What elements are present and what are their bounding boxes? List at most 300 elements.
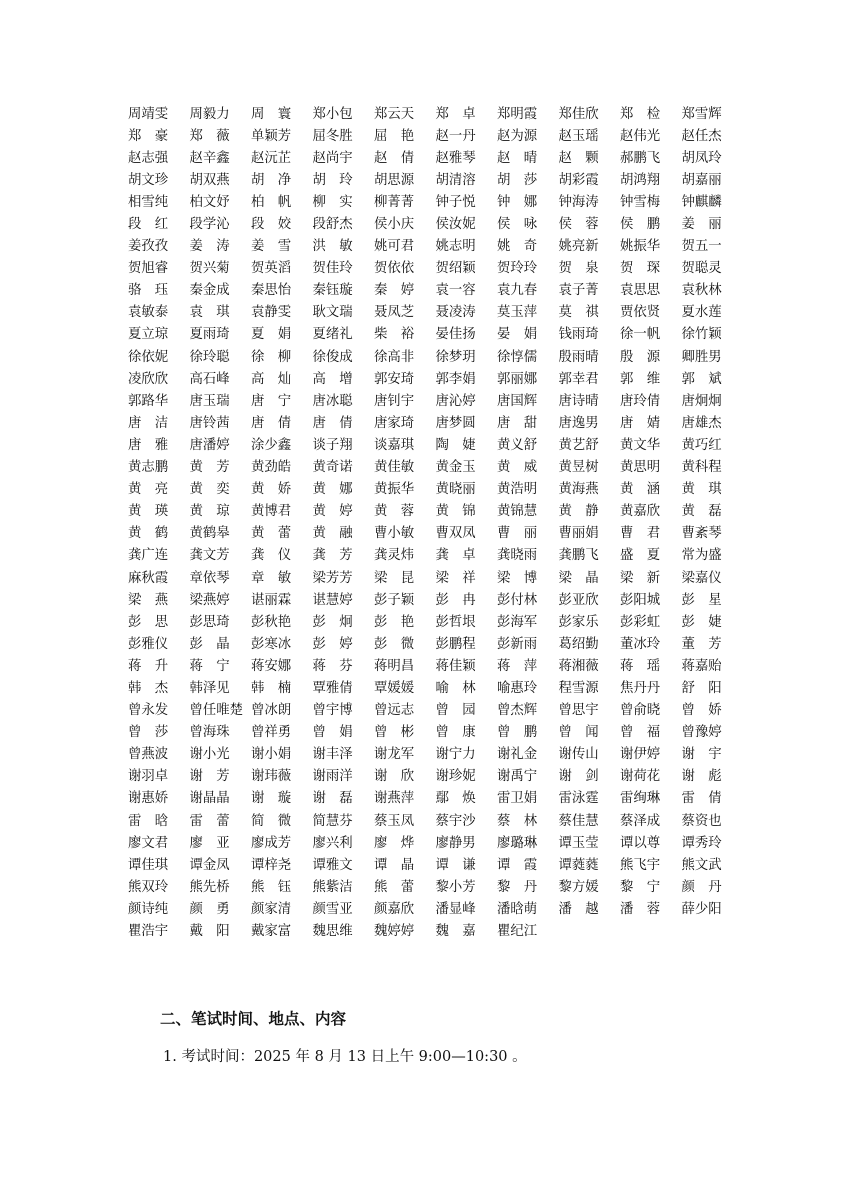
name-cell: 葛绍勤: [558, 636, 599, 652]
name-cell: 雷卫娟: [497, 791, 538, 807]
name-cell: 曹紊琴: [681, 526, 722, 542]
name-cell: 熊双玲: [128, 879, 169, 895]
name-cell: 谢小娟: [251, 747, 292, 763]
name-row: [128, 565, 728, 587]
name-cell: 谭佳琪: [128, 857, 169, 873]
name-cell: 黄博君: [251, 504, 292, 520]
name-cell: 侯 鹏: [620, 217, 661, 233]
name-cell: 覃媛媛: [374, 680, 415, 696]
name-cell: 殷雨晴: [558, 349, 599, 365]
name-cell: 魏 嘉: [435, 924, 476, 940]
name-cell: 郑 检: [620, 106, 661, 122]
name-cell: 黄 奕: [189, 482, 230, 498]
name-cell: 蒋 芬: [312, 658, 353, 674]
name-cell: 梁芳芳: [312, 570, 353, 586]
name-cell: 谢 芳: [189, 769, 230, 785]
name-cell: 赵为源: [497, 128, 538, 144]
name-cell: 谈子翔: [312, 437, 353, 453]
name-cell: 谭以尊: [620, 835, 661, 851]
name-cell: 黄 婷: [312, 504, 353, 520]
name-cell: 梁 新: [620, 570, 661, 586]
name-cell: 梁 祥: [435, 570, 476, 586]
name-cell: 曾杰辉: [497, 703, 538, 719]
name-row: [128, 631, 728, 653]
name-cell: 曾 莎: [128, 725, 169, 741]
name-cell: 黄 芳: [189, 460, 230, 476]
name-cell: 曾 娟: [312, 725, 353, 741]
name-cell: 殷 源: [620, 349, 661, 365]
name-cell: 秦思怡: [251, 283, 292, 299]
name-cell: 谭 霞: [497, 857, 538, 873]
name-cell: 秦金成: [189, 283, 230, 299]
name-cell: 贺聪灵: [681, 261, 722, 277]
name-cell: 秦钰璇: [312, 283, 353, 299]
name-cell: 郭 斌: [681, 371, 722, 387]
name-cell: 彭子颖: [374, 592, 415, 608]
name-cell: 梁 博: [497, 570, 538, 586]
name-cell: 赵辛鑫: [189, 150, 230, 166]
name-cell: 彭哲垠: [435, 614, 476, 630]
name-cell: 徐玲聪: [189, 349, 230, 365]
name-cell: 黄 娇: [251, 482, 292, 498]
name-cell: 颜家清: [251, 901, 292, 917]
name-cell: 柏文妤: [189, 194, 230, 210]
name-cell: 谭秀玲: [681, 835, 722, 851]
name-cell: 胡凤玲: [681, 150, 722, 166]
name-cell: 谢 欣: [374, 769, 415, 785]
name-cell: 龚灵炜: [374, 548, 415, 564]
name-cell: 鄢 焕: [435, 791, 476, 807]
name-cell: 晏佳扬: [435, 327, 476, 343]
name-cell: 潘 蓉: [620, 901, 661, 917]
name-cell: 屈 艳: [374, 128, 415, 144]
name-cell: 黄海燕: [558, 482, 599, 498]
name-cell: 廖璐琳: [497, 835, 538, 851]
name-cell: 曾 康: [435, 725, 476, 741]
name-row: [128, 344, 728, 366]
name-cell: 蒋 宁: [189, 658, 230, 674]
name-cell: 莫 祺: [558, 305, 599, 321]
name-cell: 曾 娇: [681, 703, 722, 719]
name-cell: 曾 园: [435, 703, 476, 719]
name-cell: 侯小庆: [374, 217, 415, 233]
name-cell: 颜 勇: [189, 901, 230, 917]
name-cell: 段舒杰: [312, 217, 353, 233]
name-cell: 黄金玉: [435, 460, 476, 476]
name-cell: 贾依贤: [620, 305, 661, 321]
name-cell: 覃雅倩: [312, 680, 353, 696]
name-cell: 黎方媛: [558, 879, 599, 895]
name-cell: 谢传山: [558, 747, 599, 763]
name-cell: 曾 闻: [558, 725, 599, 741]
name-cell: 蔡资也: [681, 813, 722, 829]
name-cell: 贺依依: [374, 261, 415, 277]
name-cell: 韩泽见: [189, 680, 230, 696]
name-cell: 徐俊成: [312, 349, 353, 365]
name-cell: 彭亚欣: [558, 592, 599, 608]
name-cell: 麻秋霞: [128, 570, 169, 586]
name-cell: 谌丽霖: [251, 592, 292, 608]
name-cell: 柳 实: [312, 194, 353, 210]
name-cell: 胡思源: [374, 172, 415, 188]
name-row: [128, 145, 728, 167]
name-cell: 彭 晶: [189, 636, 230, 652]
name-cell: 谭 谦: [435, 857, 476, 873]
name-cell: 黄 琼: [189, 504, 230, 520]
name-cell: 熊文武: [681, 857, 722, 873]
name-row: [128, 742, 728, 764]
name-row: [128, 123, 728, 145]
name-cell: 谢 宇: [681, 747, 722, 763]
name-cell: 蔡玉凤: [374, 813, 415, 829]
name-cell: 徐梦玥: [435, 349, 476, 365]
name-row: [128, 764, 728, 786]
name-cell: 谢雨洋: [312, 769, 353, 785]
name-row: [128, 167, 728, 189]
name-cell: 蔡泽成: [620, 813, 661, 829]
name-cell: 谢龙军: [374, 747, 415, 763]
name-cell: 钱雨琦: [558, 327, 599, 343]
name-cell: 廖兴利: [312, 835, 353, 851]
name-cell: 曾海珠: [189, 725, 230, 741]
name-cell: 熊紫洁: [312, 879, 353, 895]
name-cell: 黄 威: [497, 460, 538, 476]
name-cell: 唐 婧: [620, 415, 661, 431]
name-cell: 黄 娜: [312, 482, 353, 498]
name-cell: 彭彩虹: [620, 614, 661, 630]
name-cell: 贺旭睿: [128, 261, 169, 277]
name-row: [128, 609, 728, 631]
name-cell: 胡彩霞: [558, 172, 599, 188]
name-cell: 姜 涛: [189, 239, 230, 255]
name-cell: 章 敏: [251, 570, 292, 586]
name-cell: 曾俞晓: [620, 703, 661, 719]
exam-time-item: 1. 考试时间：2025 年 8 月 13 日上午 9:00—10:30 。: [163, 1049, 527, 1065]
name-cell: 赵雅琴: [435, 150, 476, 166]
name-cell: 熊飞宇: [620, 857, 661, 873]
name-cell: 郭李娟: [435, 371, 476, 387]
name-cell: 卿胜男: [681, 349, 722, 365]
name-cell: 段 红: [128, 217, 169, 233]
name-row: [128, 808, 728, 830]
name-row: [128, 675, 728, 697]
name-cell: 柴 裕: [374, 327, 415, 343]
name-cell: 周靖雯: [128, 106, 169, 122]
name-row: [128, 256, 728, 278]
name-row: [128, 653, 728, 675]
name-cell: 郭丽娜: [497, 371, 538, 387]
name-row: [128, 874, 728, 896]
name-cell: 黄嘉欣: [620, 504, 661, 520]
name-cell: 唐梦圆: [435, 415, 476, 431]
name-cell: 郑雪辉: [681, 106, 722, 122]
name-cell: 黄 鹤: [128, 526, 169, 542]
name-cell: 高石峰: [189, 371, 230, 387]
name-cell: 黄思明: [620, 460, 661, 476]
name-cell: 谢玮薇: [251, 769, 292, 785]
name-row: [128, 211, 728, 233]
name-cell: 潘 越: [558, 901, 599, 917]
name-cell: 曹丽娟: [558, 526, 599, 542]
name-cell: 秦 婷: [374, 283, 415, 299]
name-cell: 袁敏泰: [128, 305, 169, 321]
name-cell: 郑 卓: [435, 106, 476, 122]
name-list-grid: [128, 101, 728, 941]
name-cell: 梁 昆: [374, 570, 415, 586]
name-cell: 赵尚宇: [312, 150, 353, 166]
name-cell: 胡文珍: [128, 172, 169, 188]
name-cell: 曾远志: [374, 703, 415, 719]
name-cell: 赵任杰: [681, 128, 722, 144]
name-cell: 黄 亮: [128, 482, 169, 498]
name-cell: 廖成芳: [251, 835, 292, 851]
name-cell: 赵 倩: [374, 150, 415, 166]
name-cell: 钟麒麟: [681, 194, 722, 210]
name-row: [128, 830, 728, 852]
name-cell: 袁 琪: [189, 305, 230, 321]
name-cell: 唐钊宇: [374, 393, 415, 409]
name-cell: 晏 娟: [497, 327, 538, 343]
name-cell: 贺 琛: [620, 261, 661, 277]
name-cell: 谢羽卓: [128, 769, 169, 785]
name-cell: 高 灿: [251, 371, 292, 387]
name-cell: 曾宇博: [312, 703, 353, 719]
name-cell: 雷泳霆: [558, 791, 599, 807]
name-cell: 彭 婕: [681, 614, 722, 630]
name-cell: 袁一容: [435, 283, 476, 299]
name-cell: 曾祥勇: [251, 725, 292, 741]
name-row: [128, 499, 728, 521]
name-cell: 蒋 瑶: [620, 658, 661, 674]
name-cell: 陶 婕: [435, 437, 476, 453]
name-cell: 夏雨琦: [189, 327, 230, 343]
name-cell: 彭 微: [374, 636, 415, 652]
name-cell: 袁九春: [497, 283, 538, 299]
name-cell: 颜雪亚: [312, 901, 353, 917]
name-cell: 程雪源: [558, 680, 599, 696]
name-cell: 唐雄杰: [681, 415, 722, 431]
name-cell: 黄 琪: [681, 482, 722, 498]
name-cell: 龚 仪: [251, 548, 292, 564]
name-cell: 谭梓尧: [251, 857, 292, 873]
name-cell: 姚振华: [620, 239, 661, 255]
name-cell: 赵伟光: [620, 128, 661, 144]
name-row: [128, 852, 728, 874]
name-cell: 钟 娜: [497, 194, 538, 210]
name-cell: 薛少阳: [681, 901, 722, 917]
name-cell: 黄艺舒: [558, 437, 599, 453]
name-cell: 舒 阳: [681, 680, 722, 696]
name-cell: 黄义舒: [497, 437, 538, 453]
name-cell: 黄劲皓: [251, 460, 292, 476]
name-cell: 耿文瑞: [312, 305, 353, 321]
name-cell: 郑小包: [312, 106, 353, 122]
name-cell: 郑 豪: [128, 128, 169, 144]
name-cell: 黄昱树: [558, 460, 599, 476]
name-cell: 郭幸君: [558, 371, 599, 387]
name-cell: 韩 杰: [128, 680, 169, 696]
name-cell: 姚亮新: [558, 239, 599, 255]
name-cell: 袁思思: [620, 283, 661, 299]
name-cell: 贺兴菊: [189, 261, 230, 277]
name-cell: 胡清溶: [435, 172, 476, 188]
name-cell: 唐诗晴: [558, 393, 599, 409]
name-cell: 蔡宇沙: [435, 813, 476, 829]
name-cell: 曹小敏: [374, 526, 415, 542]
name-cell: 蒋佳颖: [435, 658, 476, 674]
name-row: [128, 388, 728, 410]
name-cell: 唐 洁: [128, 415, 169, 431]
name-cell: 徐惇儒: [497, 349, 538, 365]
name-row: [128, 455, 728, 477]
name-cell: 郝鹏飞: [620, 150, 661, 166]
name-cell: 蔡 林: [497, 813, 538, 829]
name-cell: 钟海涛: [558, 194, 599, 210]
name-cell: 唐 甜: [497, 415, 538, 431]
name-row: [128, 786, 728, 808]
name-cell: 夏水莲: [681, 305, 722, 321]
name-cell: 骆 珏: [128, 283, 169, 299]
name-cell: 黄浩明: [497, 482, 538, 498]
name-cell: 赵沅芷: [251, 150, 292, 166]
name-cell: 聂凤芝: [374, 305, 415, 321]
name-row: [128, 543, 728, 565]
name-cell: 贺 泉: [558, 261, 599, 277]
name-cell: 黄 锦: [435, 504, 476, 520]
name-cell: 洪 敏: [312, 239, 353, 255]
name-cell: 戴家富: [251, 924, 292, 940]
name-cell: 谭玉莹: [558, 835, 599, 851]
name-cell: 高 增: [312, 371, 353, 387]
name-cell: 侯 咏: [497, 217, 538, 233]
name-cell: 曾 福: [620, 725, 661, 741]
name-cell: 黄文华: [620, 437, 661, 453]
name-cell: 蒋湘薇: [558, 658, 599, 674]
name-cell: 黄 涵: [620, 482, 661, 498]
name-row: [128, 521, 728, 543]
name-cell: 谭蕤蕤: [558, 857, 599, 873]
name-cell: 雷 倩: [681, 791, 722, 807]
name-cell: 曾思宇: [558, 703, 599, 719]
name-cell: 胡嘉丽: [681, 172, 722, 188]
name-cell: 单颖芳: [251, 128, 292, 144]
name-cell: 赵 颗: [558, 150, 599, 166]
name-cell: 段 姣: [251, 217, 292, 233]
name-cell: 唐铃茜: [189, 415, 230, 431]
name-cell: 姜孜孜: [128, 239, 169, 255]
name-cell: 屈冬胜: [312, 128, 353, 144]
name-cell: 胡 净: [251, 172, 292, 188]
name-cell: 唐 倩: [251, 415, 292, 431]
name-cell: 曾任唯楚: [189, 703, 244, 719]
name-cell: 黄 静: [558, 504, 599, 520]
name-cell: 廖 亚: [189, 835, 230, 851]
name-cell: 谭雅文: [312, 857, 353, 873]
name-cell: 袁子菁: [558, 283, 599, 299]
name-cell: 曹 丽: [497, 526, 538, 542]
name-cell: 彭 思: [128, 614, 169, 630]
name-cell: 黎 丹: [497, 879, 538, 895]
name-cell: 彭付林: [497, 592, 538, 608]
name-cell: 曾燕波: [128, 747, 169, 763]
name-cell: 谢 彪: [681, 769, 722, 785]
name-cell: 柳菁菁: [374, 194, 415, 210]
name-cell: 莫玉萍: [497, 305, 538, 321]
name-cell: 姚 奇: [497, 239, 538, 255]
name-cell: 廖 烨: [374, 835, 415, 851]
name-cell: 姚志明: [435, 239, 476, 255]
name-cell: 彭 婷: [312, 636, 353, 652]
name-cell: 彭家乐: [558, 614, 599, 630]
name-cell: 唐玲倩: [620, 393, 661, 409]
name-cell: 徐一帆: [620, 327, 661, 343]
name-cell: 颜 丹: [681, 879, 722, 895]
name-cell: 彭 艳: [374, 614, 415, 630]
name-cell: 唐 宁: [251, 393, 292, 409]
name-cell: 钟子悦: [435, 194, 476, 210]
name-cell: 颜诗纯: [128, 901, 169, 917]
name-cell: 黄 蓉: [374, 504, 415, 520]
name-cell: 谢晶晶: [189, 791, 230, 807]
name-row: [128, 189, 728, 211]
name-row: [128, 410, 728, 432]
name-cell: 唐沁婷: [435, 393, 476, 409]
name-cell: 彭秋艳: [251, 614, 292, 630]
name-cell: 瞿浩宇: [128, 924, 169, 940]
name-cell: 曾 彬: [374, 725, 415, 741]
name-row: [128, 477, 728, 499]
name-cell: 徐竹颖: [681, 327, 722, 343]
name-cell: 聂凌涛: [435, 305, 476, 321]
name-cell: 相雪纯: [128, 194, 169, 210]
name-cell: 焦丹丹: [620, 680, 661, 696]
name-cell: 谢珍妮: [435, 769, 476, 785]
name-cell: 彭寒冰: [251, 636, 292, 652]
name-cell: 姚可君: [374, 239, 415, 255]
name-cell: 谢宁力: [435, 747, 476, 763]
name-cell: 谢惠娇: [128, 791, 169, 807]
name-cell: 潘显峰: [435, 901, 476, 917]
name-cell: 蒋 萍: [497, 658, 538, 674]
name-row: [128, 587, 728, 609]
name-cell: 龚 芳: [312, 548, 353, 564]
name-cell: 唐家琦: [374, 415, 415, 431]
name-cell: 谢 璇: [251, 791, 292, 807]
name-cell: 魏思维: [312, 924, 353, 940]
name-cell: 龚广连: [128, 548, 169, 564]
name-cell: 侯 蓉: [558, 217, 599, 233]
name-cell: 喻 林: [435, 680, 476, 696]
name-cell: 熊 蕾: [374, 879, 415, 895]
name-cell: 梁 晶: [558, 570, 599, 586]
name-cell: 彭思琦: [189, 614, 230, 630]
name-cell: 简 微: [251, 813, 292, 829]
name-cell: 蒋嘉贻: [681, 658, 722, 674]
name-cell: 龚文芳: [189, 548, 230, 564]
name-cell: 郭路华: [128, 393, 169, 409]
name-cell: 彭 星: [681, 592, 722, 608]
name-cell: 徐高非: [374, 349, 415, 365]
name-cell: 黎小芳: [435, 879, 476, 895]
name-cell: 彭鹏程: [435, 636, 476, 652]
name-cell: 唐冰聪: [312, 393, 353, 409]
name-row: [128, 896, 728, 918]
name-cell: 韩 楠: [251, 680, 292, 696]
name-cell: 钟雪梅: [620, 194, 661, 210]
name-row: [128, 698, 728, 720]
name-cell: 贺英滔: [251, 261, 292, 277]
name-cell: 黄锦慧: [497, 504, 538, 520]
